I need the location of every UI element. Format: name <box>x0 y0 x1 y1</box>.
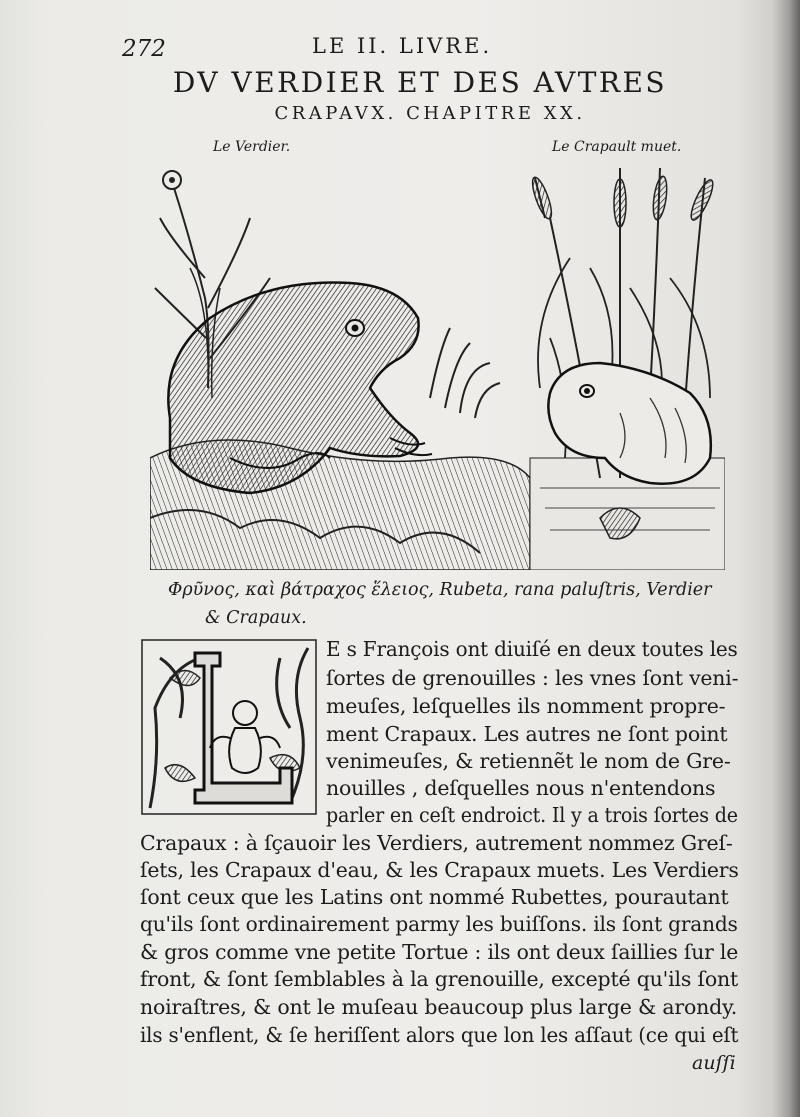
chapter-title: DV VERDIER ET DES AVTRES <box>172 66 668 99</box>
body-text-line: ſets, les Crapaux d'eau, & les Crapaux muets. Les Verdiers <box>140 858 739 882</box>
body-text-line: & gros comme vne petite Tortue : ils ont deux ſaillies ſur le <box>140 940 739 964</box>
body-text-line: qu'ils ſont ordinairement parmy les buiſſons. ils ſont grands <box>140 912 738 936</box>
body-text-line: parler en ceſt endroict. Il y a trois ſortes de <box>326 803 738 827</box>
species-names-caption-cont: & Crapaux. <box>205 608 307 628</box>
body-text-line: ment Crapaux. Les autres ne ſont point <box>326 722 728 746</box>
figure-caption-verdier: Le Verdier. <box>213 139 291 155</box>
body-text-line: ils s'enflent, & ſe heriſſent alors que lon les aſſaut (ce qui eſt <box>140 1023 739 1047</box>
page-gutter-shadow <box>772 0 800 1117</box>
page-number: 272 <box>122 36 166 62</box>
body-text-line: Crapaux : à ſçauoir les Verdiers, autrement nommez Greſ- <box>140 831 733 855</box>
body-text-line: nouilles , deſquelles nous n'entendons <box>326 776 716 800</box>
running-head: LE II. LIVRE. <box>312 34 493 58</box>
figure-caption-crapault: Le Crapault muet. <box>552 139 682 155</box>
decorated-initial-l <box>140 638 318 816</box>
body-text-line: venimeuſes, & retiennẽt le nom de Gre- <box>326 749 731 773</box>
chapter-subtitle: CRAPAVX. CHAPITRE XX. <box>274 103 586 124</box>
body-text-line: front, & ſont ſemblables à la grenouille, excepté qu'ils ſont <box>140 967 739 991</box>
toad-woodcut-illustration <box>150 158 725 570</box>
catchword: auſſi <box>692 1052 736 1074</box>
body-text-line: ſortes de grenouilles : les vnes ſont veni- <box>326 666 739 690</box>
body-text-line: noiraſtres, & ont le muſeau beaucoup plus large & arondy. <box>140 995 738 1019</box>
body-text-line: E s François ont diuiſé en deux toutes les <box>326 637 738 661</box>
species-names-caption: Φρῦνος, καὶ βάτραχος ἕλειος, Rubeta, rana paluſtris, Verdier <box>168 580 712 600</box>
page-header <box>122 32 752 62</box>
body-text-line: meuſes, leſquelles ils nomment propre- <box>326 694 726 718</box>
body-text-line: ſont ceux que les Latins ont nommé Rubettes, pourautant <box>140 885 729 909</box>
